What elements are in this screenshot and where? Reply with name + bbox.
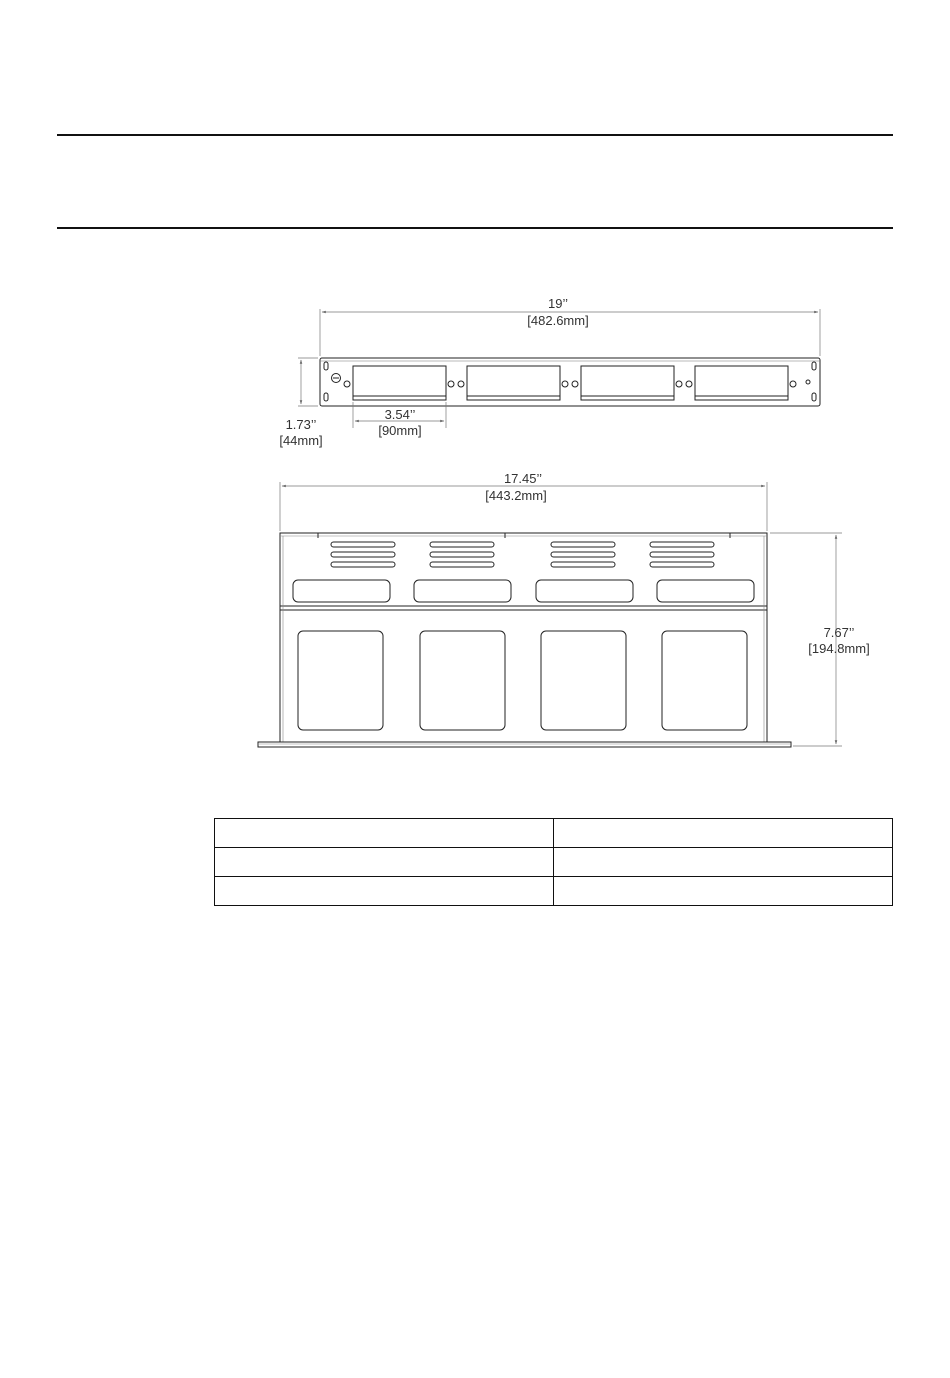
spec-table [214,818,893,906]
top-width-mm: [443.2mm] [485,488,547,503]
slot-width-mm: [90mm] [378,423,422,438]
front-slot [353,366,446,400]
vent-group [650,542,714,567]
front-width-inches: 19’’ [547,296,569,311]
front-slot [581,366,674,400]
front-slot [467,366,560,400]
cable-cutout [536,580,633,602]
table-cell [554,848,893,877]
table-row [215,848,893,877]
table-cell [554,877,893,906]
vent-group [331,542,395,567]
front-view [320,358,820,406]
top-chassis-outline [280,533,767,742]
top-depth-mm: [194.8mm] [808,641,870,656]
front-slot [695,366,788,400]
cable-cutout [414,580,511,602]
slot-width-inches: 3.54’’ [384,407,416,422]
front-width-mm: [482.6mm] [527,313,589,328]
module-cutout [662,631,747,730]
vent-group [430,542,494,567]
front-height-mm: [44mm] [279,433,323,448]
top-view [258,533,791,747]
module-cutout [298,631,383,730]
mounting-flange [258,742,791,747]
table-row [215,877,893,906]
table-cell [215,819,554,848]
front-height-inches: 1.73’’ [285,417,317,432]
cable-cutout [293,580,390,602]
top-depth-inches: 7.67’’ [823,625,855,640]
top-width-inches: 17.45’’ [503,471,543,486]
front-panel-outline [320,358,820,406]
vent-group [551,542,615,567]
module-cutout [541,631,626,730]
table-cell [215,848,554,877]
module-cutout [420,631,505,730]
table-row [215,819,893,848]
cable-cutout [657,580,754,602]
table-cell [554,819,893,848]
table-cell [215,877,554,906]
